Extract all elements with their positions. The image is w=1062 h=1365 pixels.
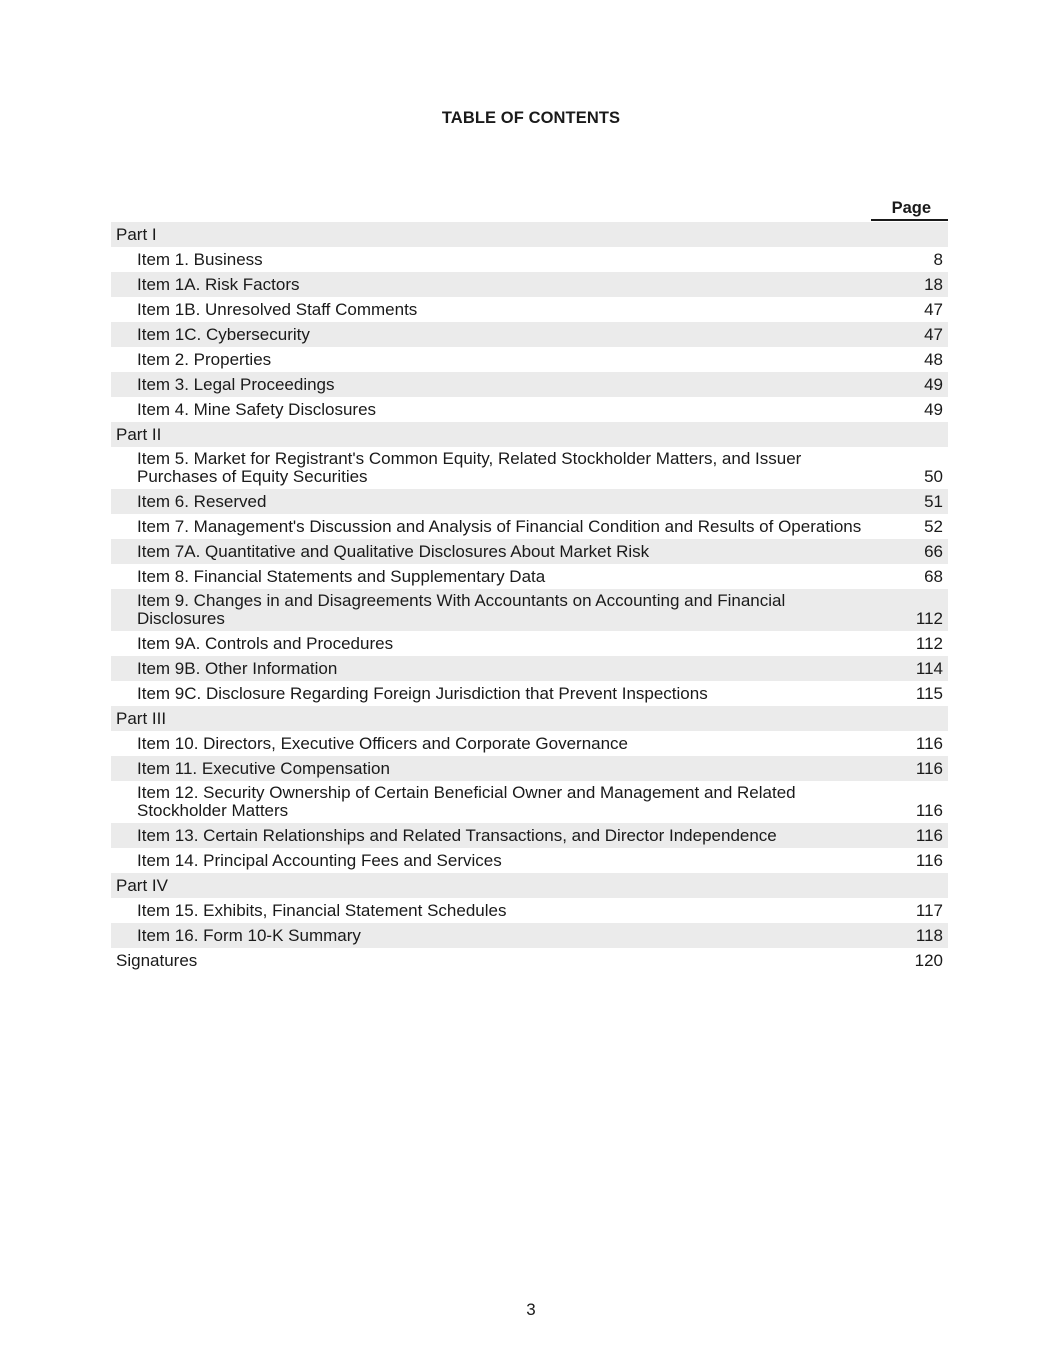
toc-row-item-16[interactable] (111, 923, 948, 948)
toc-entry-page: 116 (915, 734, 943, 753)
toc-entry-label: Part II (116, 425, 162, 444)
toc-entry-label: Item 16. Form 10-K Summary (137, 926, 361, 945)
toc-entry-page: 116 (915, 826, 943, 845)
toc-row-item-8[interactable] (111, 564, 948, 589)
toc-row-item-5[interactable] (111, 447, 948, 489)
toc-row-item-1b[interactable] (111, 297, 948, 322)
toc-entry-page: 49 (924, 400, 943, 419)
toc-entry-label: Item 8. Financial Statements and Supplementary Data (137, 567, 546, 586)
toc-row-item-2[interactable] (111, 347, 948, 372)
toc-entry-label: Item 6. Reserved (137, 492, 267, 511)
toc-entry-page: 47 (924, 325, 943, 344)
toc-header (111, 197, 948, 222)
toc-row-item-9c[interactable] (111, 681, 948, 706)
toc-entry-label: Item 1A. Risk Factors (137, 275, 300, 294)
toc-row-part-3[interactable] (111, 706, 948, 731)
page-title: TABLE OF CONTENTS (441, 109, 621, 127)
toc-entry-page: 49 (924, 375, 943, 394)
toc-entry-label: Item 13. Certain Relationships and Related Transactions, and Director Independence (137, 826, 777, 845)
toc-entry-page: 66 (924, 542, 943, 561)
toc-row-item-15[interactable] (111, 898, 948, 923)
toc-entry-page: 114 (915, 659, 943, 678)
toc-entry-label: Item 9A. Controls and Procedures (137, 634, 394, 653)
toc-row-item-1c[interactable] (111, 322, 948, 347)
page-number: 3 (526, 1300, 536, 1319)
toc-entry-page: 52 (924, 517, 943, 536)
toc-entry-label: Item 1B. Unresolved Staff Comments (137, 300, 418, 319)
toc-row-item-13[interactable] (111, 823, 948, 848)
toc-entry-page: 116 (915, 801, 943, 820)
table-of-contents (111, 197, 948, 973)
toc-row-item-14[interactable] (111, 848, 948, 873)
toc-row-item-10[interactable] (111, 731, 948, 756)
toc-entry-label: Item 11. Executive Compensation (137, 759, 390, 778)
toc-entry-label: Signatures (116, 951, 198, 970)
toc-row-signatures[interactable] (111, 948, 948, 973)
toc-entry-label: Part III (116, 709, 167, 728)
toc-entry-page: 112 (915, 609, 943, 628)
toc-entry-label: Item 3. Legal Proceedings (137, 375, 335, 394)
toc-entry-label: Item 7. Management's Discussion and Analysis of Financial Condition and Results of Operations (137, 517, 862, 536)
toc-row-item-9a[interactable] (111, 631, 948, 656)
toc-entry-label: Item 10. Directors, Executive Officers and Corporate Governance (137, 734, 629, 753)
toc-entry-page: 120 (914, 951, 943, 970)
toc-row-item-1[interactable] (111, 247, 948, 272)
toc-entry-label: Item 15. Exhibits, Financial Statement Schedules (137, 901, 507, 920)
toc-row-item-4[interactable] (111, 397, 948, 422)
toc-entry-page: 112 (915, 634, 943, 653)
toc-entry-label: Item 1. Business (137, 250, 263, 269)
toc-entry-page: 47 (924, 300, 943, 319)
toc-entry-page: 50 (924, 467, 943, 486)
toc-row-item-12[interactable] (111, 781, 948, 823)
toc-entry-page: 51 (924, 492, 943, 511)
toc-entry-label: Item 9. Changes in and Disagreements With Accountants on Accounting and Financial Disclosures (137, 591, 786, 628)
toc-row-item-11[interactable] (111, 756, 948, 781)
page-column-header: Page (871, 197, 948, 221)
toc-entry-page (868, 441, 948, 447)
toc-entry-page: 68 (924, 567, 943, 586)
toc-entry-page (868, 725, 948, 731)
toc-row-item-9b[interactable] (111, 656, 948, 681)
toc-row-item-1a[interactable] (111, 272, 948, 297)
toc-entry-label: Part IV (116, 876, 168, 895)
toc-entry-page: 116 (915, 759, 943, 778)
toc-entry-page: 115 (915, 684, 943, 703)
toc-entry-label: Item 1C. Cybersecurity (137, 325, 310, 344)
toc-entry-page: 8 (933, 250, 943, 269)
toc-row-part-1[interactable] (111, 222, 948, 247)
toc-row-part-4[interactable] (111, 873, 948, 898)
toc-entry-page: 117 (915, 901, 943, 920)
toc-entry-label: Item 9C. Disclosure Regarding Foreign Jurisdiction that Prevent Inspections (137, 684, 708, 703)
toc-entry-page: 118 (915, 926, 943, 945)
toc-entry-page: 18 (924, 275, 943, 294)
toc-entry-label: Item 14. Principal Accounting Fees and Services (137, 851, 502, 870)
toc-row-item-7a[interactable] (111, 539, 948, 564)
toc-entry-label: Item 2. Properties (137, 350, 272, 369)
toc-entry-label: Part I (116, 225, 157, 244)
toc-row-item-9[interactable] (111, 589, 948, 631)
toc-entry-label: Item 7A. Quantitative and Qualitative Disclosures About Market Risk (137, 542, 650, 561)
toc-entry-label: Item 4. Mine Safety Disclosures (137, 400, 377, 419)
toc-entry-label: Item 9B. Other Information (137, 659, 338, 678)
toc-entry-page: 48 (924, 350, 943, 369)
toc-row-item-3[interactable] (111, 372, 948, 397)
toc-entry-page: 116 (915, 851, 943, 870)
toc-entry-label: Item 5. Market for Registrant's Common Equity, Related Stockholder Matters, and Issuer Purchases of Equity Securities (137, 449, 802, 486)
toc-entry-page (868, 241, 948, 247)
toc-row-part-2[interactable] (111, 422, 948, 447)
toc-row-item-6[interactable] (111, 489, 948, 514)
toc-entry-label: Item 12. Security Ownership of Certain Beneficial Owner and Management and Related Stockholder Matters (137, 783, 796, 820)
toc-row-item-7[interactable] (111, 514, 948, 539)
toc-entry-page (868, 892, 948, 898)
